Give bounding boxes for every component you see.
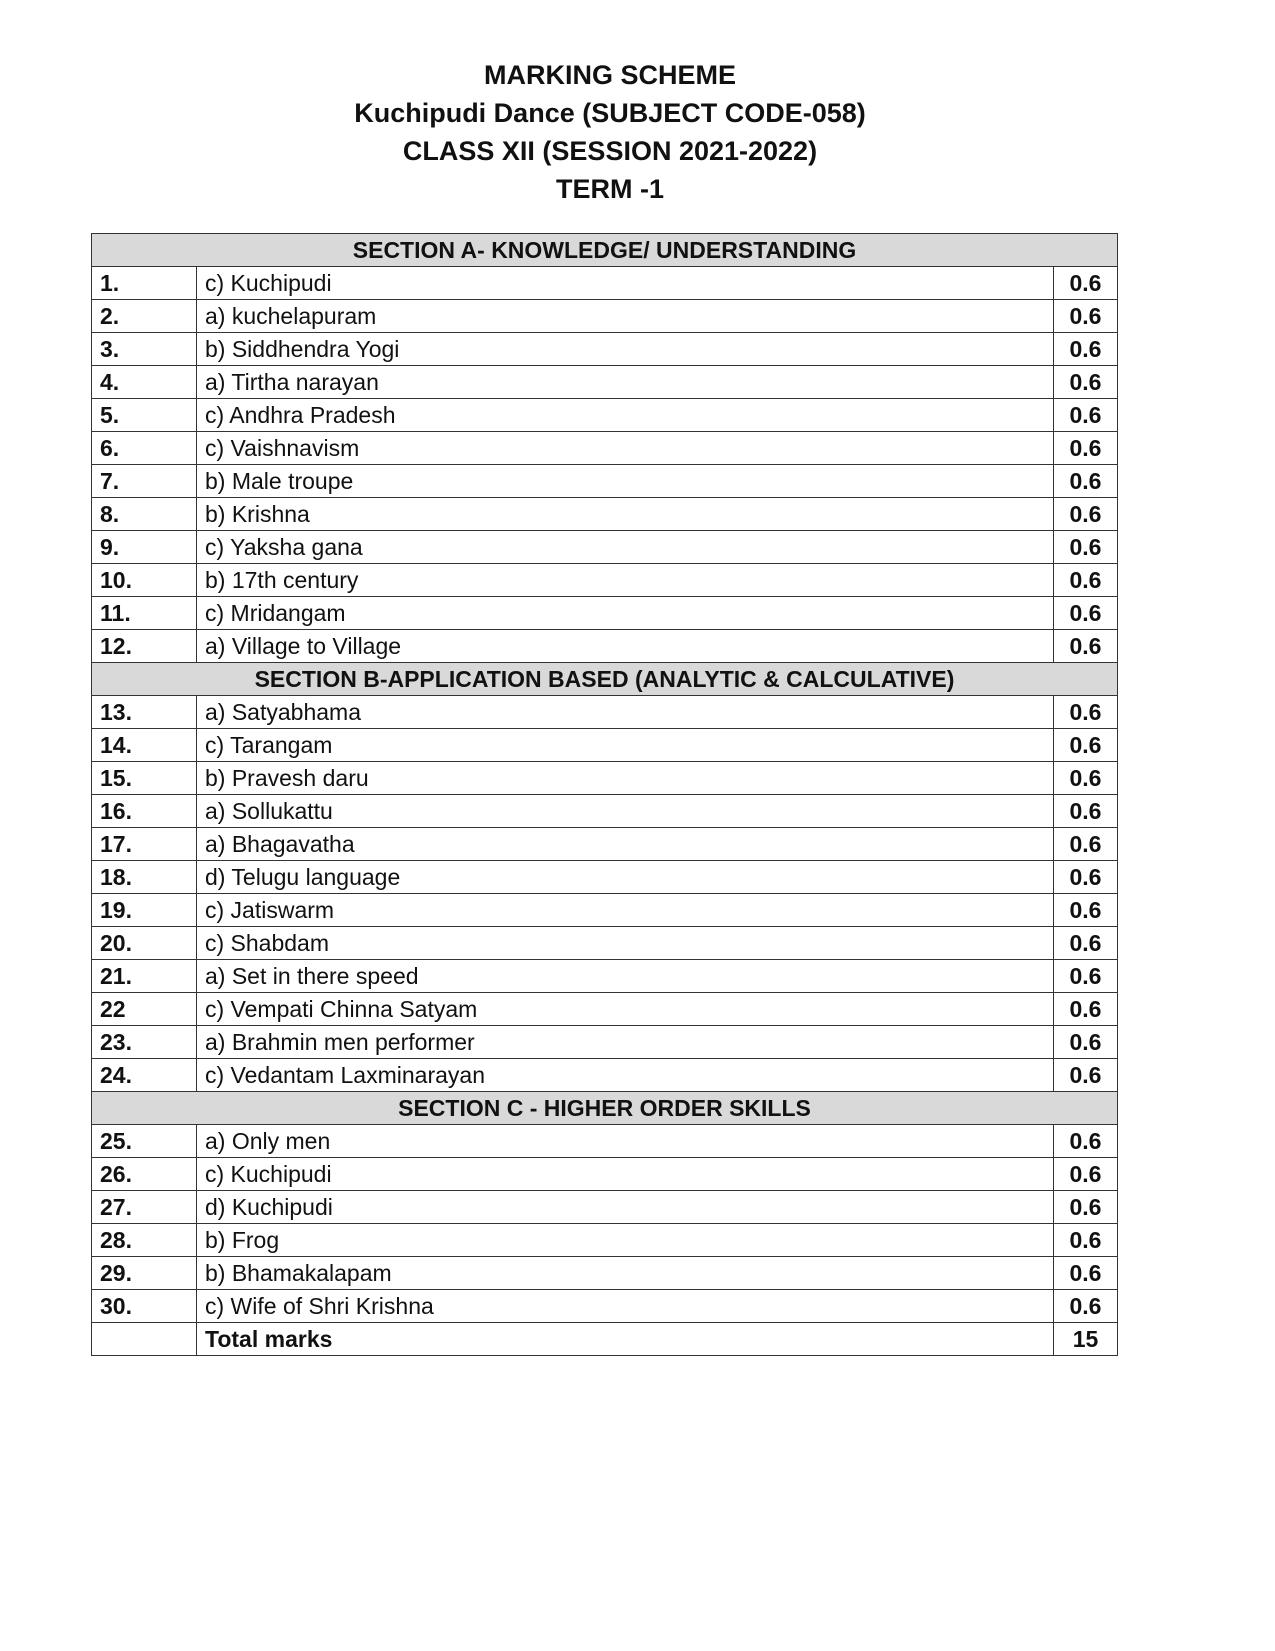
question-number: 19. — [92, 894, 197, 927]
answer-text: a) Brahmin men performer — [197, 1026, 1054, 1059]
marks-value: 0.6 — [1054, 399, 1118, 432]
answer-row — [92, 1125, 1118, 1158]
title-marking-scheme: MARKING SCHEME — [483, 60, 736, 90]
answer-row — [92, 267, 1118, 300]
question-number: 29. — [92, 1257, 197, 1290]
question-number: 13. — [92, 696, 197, 729]
answer-row — [92, 597, 1118, 630]
question-number: 27. — [92, 1191, 197, 1224]
subject-title: Kuchipudi Dance (SUBJECT CODE-058) — [354, 98, 866, 128]
section-title: SECTION C - HIGHER ORDER SKILLS — [92, 1092, 1118, 1125]
answer-row — [92, 498, 1118, 531]
answer-row — [92, 762, 1118, 795]
question-number: 25. — [92, 1125, 197, 1158]
marks-value: 0.6 — [1054, 333, 1118, 366]
question-number: 6. — [92, 432, 197, 465]
answer-row — [92, 861, 1118, 894]
answer-text: c) Andhra Pradesh — [197, 399, 1054, 432]
answer-text: a) Satyabhama — [197, 696, 1054, 729]
answer-text: c) Kuchipudi — [197, 1158, 1054, 1191]
question-number: 16. — [92, 795, 197, 828]
answer-row — [92, 828, 1118, 861]
question-number: 5. — [92, 399, 197, 432]
answer-text: c) Shabdam — [197, 927, 1054, 960]
answer-text: c) Kuchipudi — [197, 267, 1054, 300]
total-empty-cell — [92, 1323, 197, 1356]
question-number: 22 — [92, 993, 197, 1026]
total-row — [92, 1323, 1118, 1356]
question-number: 3. — [92, 333, 197, 366]
marking-scheme-table — [91, 233, 1118, 1356]
question-number: 20. — [92, 927, 197, 960]
answer-row — [92, 729, 1118, 762]
answer-text: b) 17th century — [197, 564, 1054, 597]
question-number: 18. — [92, 861, 197, 894]
answer-text: a) Bhagavatha — [197, 828, 1054, 861]
answer-text: a) Tirtha narayan — [197, 366, 1054, 399]
marks-value: 0.6 — [1054, 729, 1118, 762]
question-number: 14. — [92, 729, 197, 762]
answer-row — [92, 1257, 1118, 1290]
answer-text: c) Jatiswarm — [197, 894, 1054, 927]
marks-value: 0.6 — [1054, 432, 1118, 465]
marks-value: 0.6 — [1054, 1059, 1118, 1092]
answer-row — [92, 1224, 1118, 1257]
answer-row — [92, 399, 1118, 432]
answer-row — [92, 1290, 1118, 1323]
answer-row — [92, 333, 1118, 366]
answer-text: a) Village to Village — [197, 630, 1054, 663]
marking-scheme-body — [92, 234, 1118, 1356]
question-number: 2. — [92, 300, 197, 333]
answer-row — [92, 993, 1118, 1026]
marks-value: 0.6 — [1054, 1257, 1118, 1290]
marks-value: 0.6 — [1054, 894, 1118, 927]
marks-value: 0.6 — [1054, 861, 1118, 894]
answer-text: c) Yaksha gana — [197, 531, 1054, 564]
marks-value: 0.6 — [1054, 1026, 1118, 1059]
section-title: SECTION B-APPLICATION BASED (ANALYTIC & CALCULATIVE) — [92, 663, 1118, 696]
answer-row — [92, 366, 1118, 399]
marks-value: 0.6 — [1054, 366, 1118, 399]
answer-text: c) Mridangam — [197, 597, 1054, 630]
question-number: 10. — [92, 564, 197, 597]
marks-value: 0.6 — [1054, 993, 1118, 1026]
term-label: TERM -1 — [556, 174, 664, 204]
class-session: CLASS XII (SESSION 2021-2022) — [402, 136, 818, 166]
question-number: 4. — [92, 366, 197, 399]
question-number: 23. — [92, 1026, 197, 1059]
answer-row — [92, 630, 1118, 663]
answer-text: b) Krishna — [197, 498, 1054, 531]
answer-row — [92, 927, 1118, 960]
section-header-row — [92, 663, 1118, 696]
document-header — [0, 56, 1220, 208]
marks-value: 0.6 — [1054, 1224, 1118, 1257]
answer-text: c) Vedantam Laxminarayan — [197, 1059, 1054, 1092]
answer-text: b) Bhamakalapam — [197, 1257, 1054, 1290]
marks-value: 0.6 — [1054, 630, 1118, 663]
marks-value: 0.6 — [1054, 696, 1118, 729]
answer-text: b) Frog — [197, 1224, 1054, 1257]
question-number: 12. — [92, 630, 197, 663]
answer-row — [92, 1158, 1118, 1191]
answer-text: a) kuchelapuram — [197, 300, 1054, 333]
question-number: 9. — [92, 531, 197, 564]
marks-value: 0.6 — [1054, 795, 1118, 828]
marks-value: 0.6 — [1054, 531, 1118, 564]
answer-text: b) Male troupe — [197, 465, 1054, 498]
answer-row — [92, 465, 1118, 498]
question-number: 21. — [92, 960, 197, 993]
answer-text: b) Siddhendra Yogi — [197, 333, 1054, 366]
answer-row — [92, 531, 1118, 564]
answer-text: d) Kuchipudi — [197, 1191, 1054, 1224]
marks-value: 0.6 — [1054, 597, 1118, 630]
answer-row — [92, 564, 1118, 597]
answer-row — [92, 696, 1118, 729]
question-number: 30. — [92, 1290, 197, 1323]
total-label: Total marks — [197, 1323, 1054, 1356]
question-number: 24. — [92, 1059, 197, 1092]
answer-text: d) Telugu language — [197, 861, 1054, 894]
marks-value: 0.6 — [1054, 564, 1118, 597]
answer-text: a) Sollukattu — [197, 795, 1054, 828]
question-number: 11. — [92, 597, 197, 630]
section-header-row — [92, 234, 1118, 267]
answer-text: c) Vempati Chinna Satyam — [197, 993, 1054, 1026]
question-number: 28. — [92, 1224, 197, 1257]
total-marks: 15 — [1054, 1323, 1118, 1356]
answer-text: b) Pravesh daru — [197, 762, 1054, 795]
answer-text: a) Set in there speed — [197, 960, 1054, 993]
marks-value: 0.6 — [1054, 1125, 1118, 1158]
marks-value: 0.6 — [1054, 828, 1118, 861]
marks-value: 0.6 — [1054, 960, 1118, 993]
marks-value: 0.6 — [1054, 1290, 1118, 1323]
question-number: 7. — [92, 465, 197, 498]
answer-text: c) Vaishnavism — [197, 432, 1054, 465]
question-number: 1. — [92, 267, 197, 300]
marks-value: 0.6 — [1054, 927, 1118, 960]
answer-row — [92, 1191, 1118, 1224]
marks-value: 0.6 — [1054, 465, 1118, 498]
answer-row — [92, 1026, 1118, 1059]
answer-row — [92, 432, 1118, 465]
marks-value: 0.6 — [1054, 267, 1118, 300]
section-title: SECTION A- KNOWLEDGE/ UNDERSTANDING — [92, 234, 1118, 267]
answer-text: a) Only men — [197, 1125, 1054, 1158]
question-number: 17. — [92, 828, 197, 861]
question-number: 8. — [92, 498, 197, 531]
answer-row — [92, 300, 1118, 333]
marks-value: 0.6 — [1054, 762, 1118, 795]
marks-value: 0.6 — [1054, 300, 1118, 333]
answer-row — [92, 1059, 1118, 1092]
marks-value: 0.6 — [1054, 498, 1118, 531]
marks-value: 0.6 — [1054, 1191, 1118, 1224]
answer-text: c) Wife of Shri Krishna — [197, 1290, 1054, 1323]
question-number: 26. — [92, 1158, 197, 1191]
answer-row — [92, 795, 1118, 828]
section-header-row — [92, 1092, 1118, 1125]
answer-row — [92, 960, 1118, 993]
answer-row — [92, 894, 1118, 927]
answer-text: c) Tarangam — [197, 729, 1054, 762]
marks-value: 0.6 — [1054, 1158, 1118, 1191]
question-number: 15. — [92, 762, 197, 795]
